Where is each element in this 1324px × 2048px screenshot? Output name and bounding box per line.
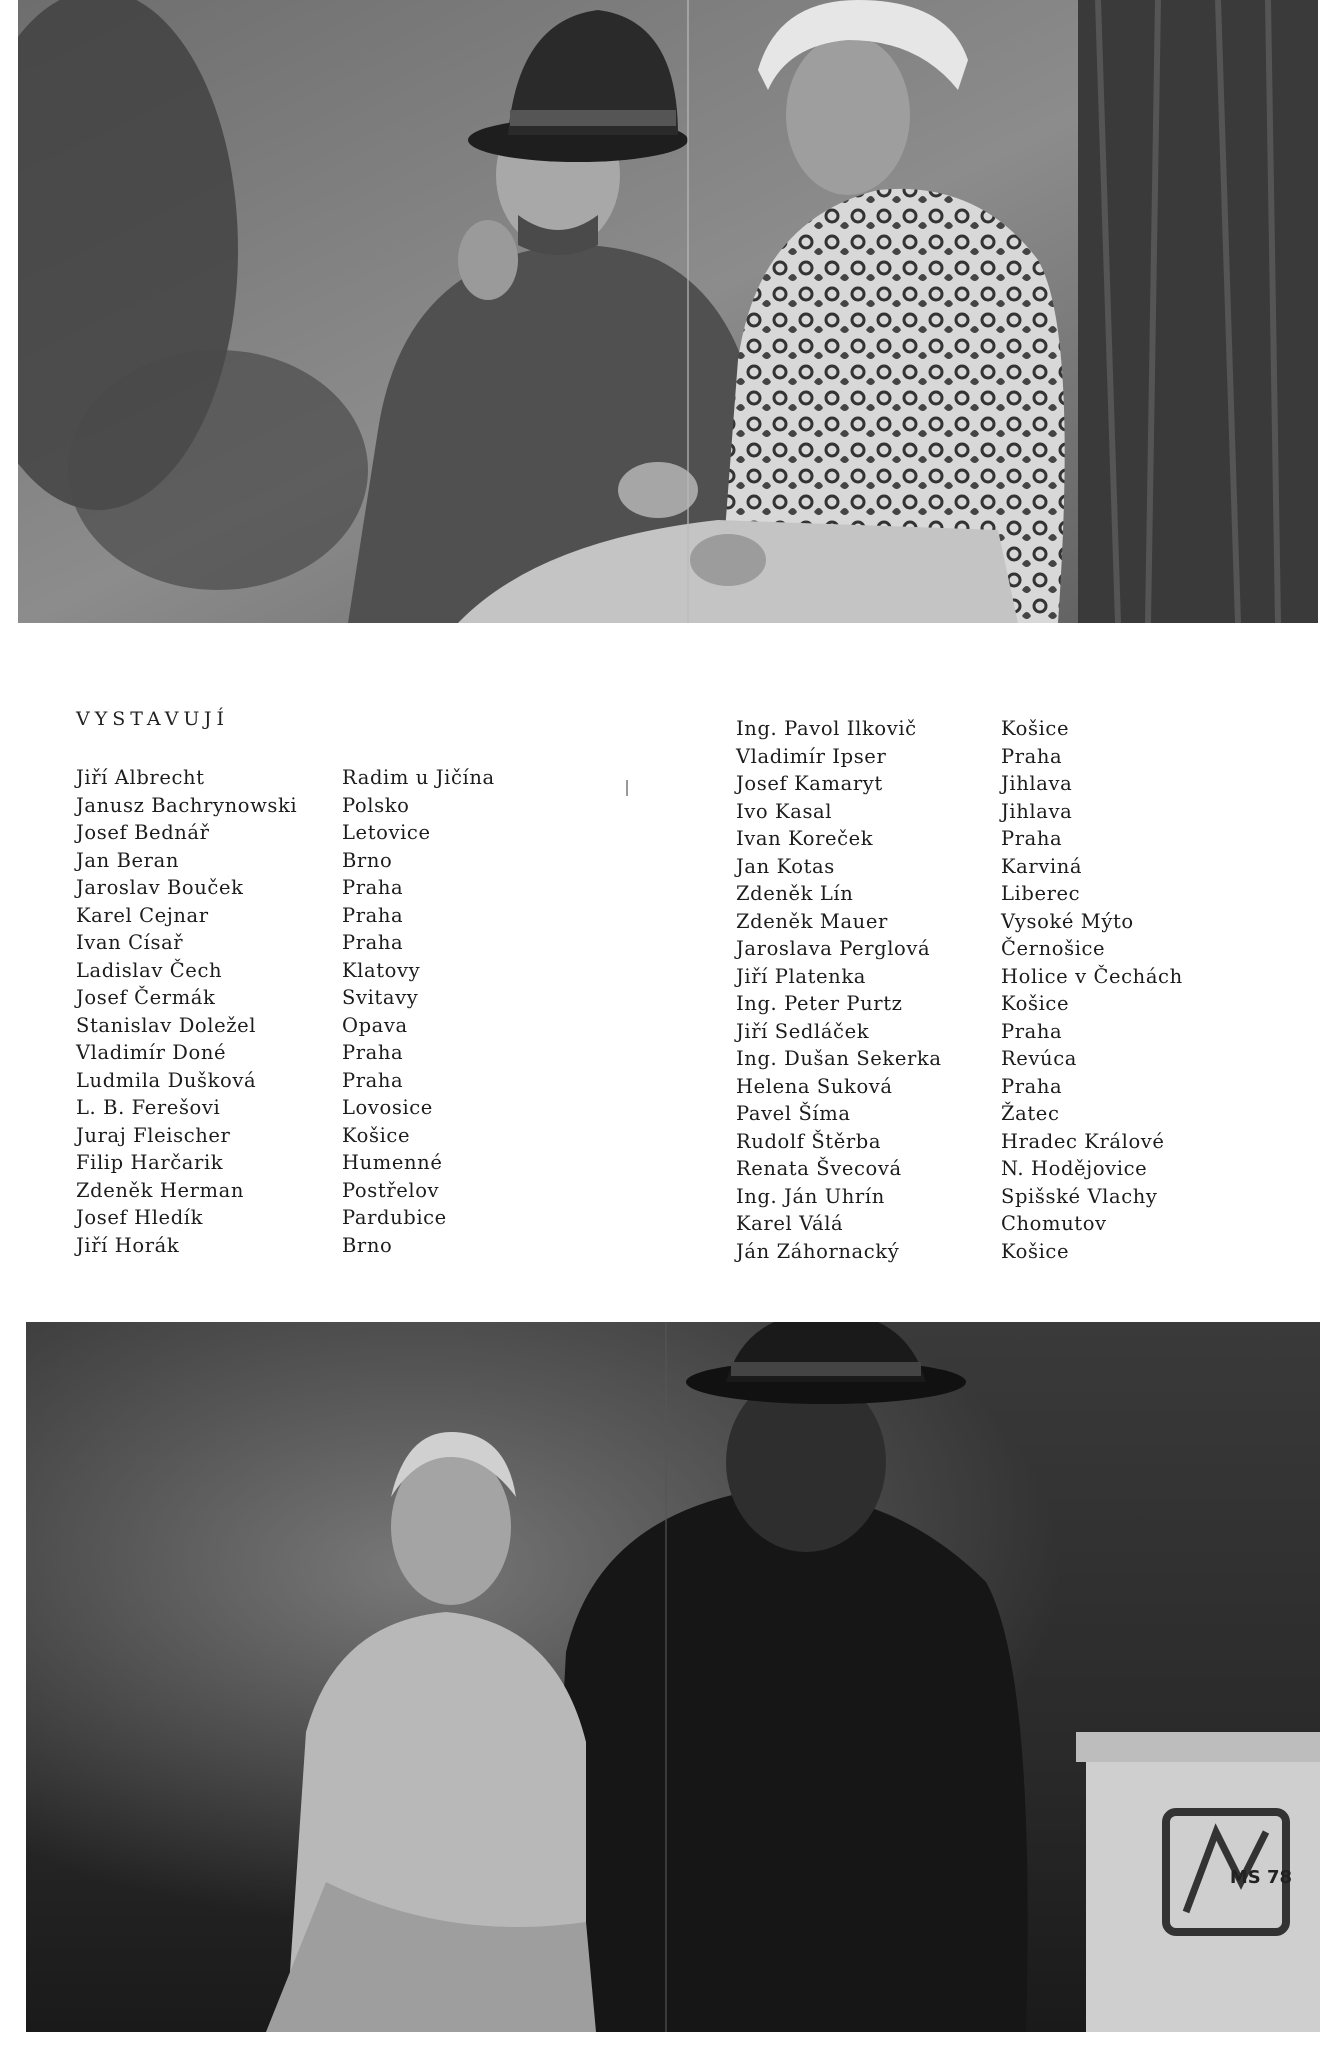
exhibitor-row: [76, 957, 556, 985]
exhibitor-city: Polsko: [342, 793, 410, 817]
exhibitor-row: [76, 1039, 556, 1067]
exhibitor-row: [736, 1210, 1296, 1238]
exhibitor-row: [76, 1094, 556, 1122]
exhibitor-name: Jiří Albrecht: [76, 766, 205, 789]
exhibitor-name: L. B. Ferešovi: [76, 1096, 221, 1119]
exhibitor-name: Jiří Sedláček: [736, 1019, 870, 1043]
exhibitor-name: Jaroslava Perglová: [736, 937, 931, 960]
fold-mark: [626, 780, 628, 796]
exhibitors-list-left: [76, 764, 556, 1259]
exhibitor-row: [76, 902, 556, 930]
exhibitor-city: Brno: [342, 848, 393, 872]
exhibitor-name: Ivan Koreček: [736, 827, 874, 850]
exhibitor-row: [76, 1204, 556, 1232]
exhibitor-row: [76, 1232, 556, 1260]
exhibitor-name: Ivan Císař: [76, 931, 184, 954]
exhibitor-name: Filip Harčarik: [76, 1151, 224, 1174]
top-photograph: [18, 0, 1318, 623]
exhibitor-name: Karel Cejnar: [76, 903, 209, 927]
exhibitor-name: Josef Hledík: [76, 1206, 204, 1229]
exhibitor-city: Praha: [342, 1068, 404, 1092]
exhibitor-row: [736, 1128, 1296, 1156]
exhibitor-row: [76, 1149, 556, 1177]
exhibitors-list-right: [736, 715, 1296, 1265]
exhibitor-city: Praha: [342, 876, 404, 899]
exhibitor-row: [736, 798, 1296, 826]
exhibitor-city: Holice v Čechách: [1001, 964, 1183, 988]
exhibitor-name: Ing. Dušan Sekerka: [736, 1047, 942, 1070]
exhibitor-city: Jihlava: [1001, 772, 1073, 795]
exhibitor-city: Praha: [1001, 1074, 1063, 1098]
exhibitor-row: [736, 908, 1296, 936]
exhibitor-row: [736, 1100, 1296, 1128]
exhibitor-name: Jan Kotas: [736, 854, 835, 878]
exhibitor-row: [76, 874, 556, 902]
exhibitor-city: Hradec Králové: [1001, 1129, 1165, 1153]
exhibitor-row: [736, 715, 1296, 743]
exhibitor-city: Humenné: [342, 1151, 443, 1174]
exhibitor-city: Liberec: [1001, 882, 1081, 905]
exhibitor-city: Vysoké Mýto: [1001, 909, 1134, 933]
exhibitor-row: [76, 792, 556, 820]
exhibitor-city: Letovice: [342, 821, 431, 844]
exhibitor-city: Košice: [1001, 1239, 1070, 1263]
exhibitor-city: Pardubice: [342, 1206, 447, 1229]
exhibitor-city: Žatec: [1001, 1102, 1060, 1125]
exhibitor-name: Vladimír Ipser: [736, 744, 887, 768]
exhibitor-name: Zdeněk Mauer: [736, 909, 888, 933]
exhibitor-row: [76, 929, 556, 957]
exhibitor-row: [76, 847, 556, 875]
exhibitor-row: [736, 1183, 1296, 1211]
exhibitor-name: Stanislav Doležel: [76, 1013, 257, 1037]
exhibitor-row: [736, 880, 1296, 908]
exhibitor-name: Ladislav Čech: [76, 958, 223, 982]
exhibitor-city: Černošice: [1001, 937, 1106, 960]
exhibitor-city: Praha: [1001, 1019, 1063, 1043]
exhibitor-name: Janusz Bachrynowski: [76, 793, 298, 817]
exhibitor-name: Ing. Pavol Ilkovič: [736, 717, 917, 740]
exhibitor-city: Klatovy: [342, 958, 421, 982]
exhibitor-name: Zdeněk Lín: [736, 882, 854, 905]
exhibitor-name: Ing. Peter Purtz: [736, 992, 903, 1015]
exhibitor-row: [736, 770, 1296, 798]
exhibitor-row: [76, 1177, 556, 1205]
exhibitor-row: [736, 935, 1296, 963]
exhibitor-city: Opava: [342, 1013, 408, 1037]
exhibitor-name: Vladimír Doné: [76, 1041, 227, 1064]
exhibitor-name: Pavel Šíma: [736, 1102, 851, 1125]
exhibitor-city: Košice: [1001, 992, 1070, 1015]
exhibitor-name: Jaroslav Bouček: [76, 876, 244, 899]
exhibitor-city: Jihlava: [1001, 799, 1073, 823]
exhibitor-city: Praha: [342, 903, 404, 927]
exhibitor-name: Josef Čermák: [76, 986, 216, 1009]
exhibitor-row: [736, 990, 1296, 1018]
exhibitor-name: Josef Kamaryt: [736, 772, 883, 795]
exhibitor-name: Zdeněk Herman: [76, 1178, 245, 1202]
exhibitor-city: N. Hodějovice: [1001, 1157, 1148, 1180]
bottom-photograph: [26, 1322, 1320, 2032]
exhibitor-city: Košice: [1001, 717, 1070, 740]
exhibition-logo: MS 78: [1229, 1867, 1293, 1888]
exhibitor-city: Revúca: [1001, 1047, 1077, 1070]
exhibitor-city: Praha: [342, 1041, 404, 1064]
exhibitor-row: [736, 963, 1296, 991]
exhibitors-heading: VYSTAVUJÍ: [76, 708, 230, 730]
exhibitor-name: Josef Bednář: [76, 821, 210, 844]
exhibitor-name: Helena Suková: [736, 1074, 893, 1098]
exhibitor-city: Chomutov: [1001, 1212, 1107, 1235]
exhibitor-row: [736, 1045, 1296, 1073]
exhibitor-city: Svitavy: [342, 986, 419, 1009]
exhibitor-name: Jan Beran: [76, 848, 179, 872]
exhibitor-city: Postřelov: [342, 1178, 440, 1202]
exhibitor-row: [76, 819, 556, 847]
exhibitor-city: Lovosice: [342, 1096, 433, 1119]
exhibitor-city: Brno: [342, 1233, 393, 1257]
exhibitor-name: Karel Válá: [736, 1212, 844, 1235]
exhibitor-name: Juraj Fleischer: [76, 1123, 231, 1147]
exhibitor-name: Rudolf Štěrba: [736, 1129, 882, 1153]
exhibitor-row: [736, 1155, 1296, 1183]
exhibitor-city: Praha: [1001, 744, 1063, 768]
exhibitor-city: Spišské Vlachy: [1001, 1184, 1158, 1208]
exhibitor-name: Ján Záhornacký: [736, 1239, 900, 1263]
exhibitor-row: [736, 825, 1296, 853]
exhibitor-row: [736, 1073, 1296, 1101]
exhibitor-name: Jiří Platenka: [736, 964, 866, 988]
exhibitor-name: Ing. Ján Uhrín: [736, 1184, 885, 1208]
exhibitor-row: [76, 1067, 556, 1095]
exhibitor-name: Renata Švecová: [736, 1157, 902, 1180]
exhibitor-name: Jiří Horák: [76, 1233, 180, 1257]
exhibitor-row: [736, 1238, 1296, 1266]
exhibitor-row: [76, 984, 556, 1012]
exhibitor-row: [736, 1018, 1296, 1046]
exhibitor-city: Praha: [342, 931, 404, 954]
exhibitor-name: Ludmila Dušková: [76, 1068, 257, 1092]
exhibitor-city: Praha: [1001, 827, 1063, 850]
exhibitor-city: Košice: [342, 1123, 411, 1147]
exhibitor-row: [76, 1012, 556, 1040]
exhibitor-row: [736, 853, 1296, 881]
exhibitor-city: Radim u Jičína: [342, 766, 495, 789]
exhibitor-row: [736, 743, 1296, 771]
exhibitor-row: [76, 764, 556, 792]
exhibitor-row: [76, 1122, 556, 1150]
exhibitor-name: Ivo Kasal: [736, 799, 833, 823]
exhibitor-city: Karviná: [1001, 854, 1083, 878]
